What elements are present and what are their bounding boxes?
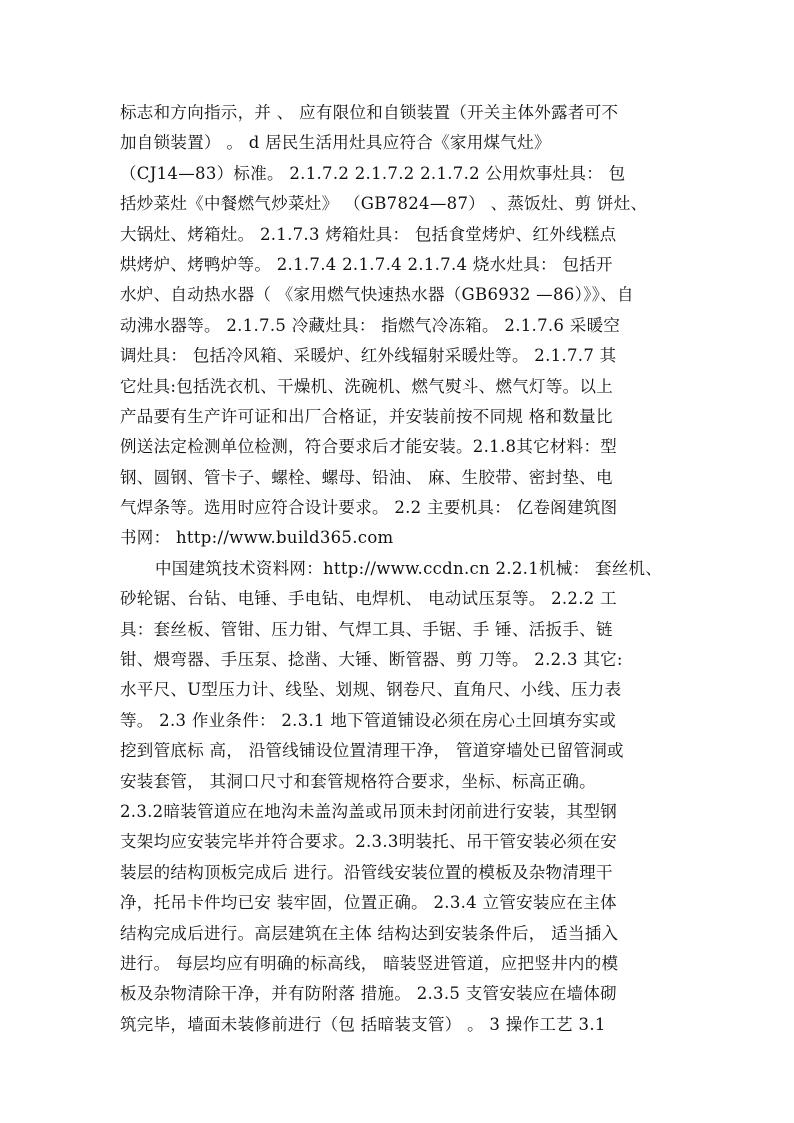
text-line: 动沸水器等。 2.1.7.5 冷藏灶具： 指燃气冷冻箱。 2.1.7.6 采暖空 (120, 315, 621, 335)
text-line: 2.3.2暗装管道应在地沟未盖沟盖或吊顶未封闭前进行安装，其型钢 (120, 801, 618, 821)
text-line: 具：套丝板、管钳、压力钳、气焊工具、手锯、手 锤、活扳手、链 (120, 619, 613, 639)
text-line: 安装套管， 其洞口尺寸和套管规格符合要求，坐标、标高正确。 (120, 771, 596, 791)
text-line: （CJ14—83）标准。 2.1.7.2 2.1.7.2 2.1.7.2 公用炊事灶具： 包 (120, 163, 626, 183)
text-line: 烘烤炉、烤鸭炉等。 2.1.7.4 2.1.7.4 2.1.7.4 烧水灶具： 包括开 (120, 254, 613, 274)
text-line: 净，托吊卡件均已安 装牢固，位置正确。 2.3.4 立管安装应在主体 (120, 893, 617, 913)
text-line: 它灶具:包括洗衣机、干燥机、洗碗机、燃气熨斗、燃气灯等。以上 (120, 376, 614, 396)
text-line: 结构完成后进行。高层建筑在主体 结构达到安装条件后， 适当插入 (120, 923, 619, 943)
text-line: 水平尺、U型压力计、线坠、划规、钢卷尺、直角尺、小线、压力表 (120, 680, 622, 700)
text-line: 书网： http://www.build365.com (120, 528, 394, 548)
text-line: 装层的结构顶板完成后 进行。沿管线安装位置的模板及杂物清理干 (120, 862, 613, 882)
text-line: 钢、圆钢、管卡子、螺栓、螺母、铅油、 麻、生胶带、密封垫、电 (120, 467, 613, 487)
text-line: 水炉、自动热水器（ 《家用燃气快速热水器（GB6932 —86）》》、自 (120, 285, 634, 305)
text-line: 进行。 每层均应有明确的标高线， 暗装竖进管道，应把竖井内的模 (120, 953, 619, 973)
text-line: 例送法定检测单位检测，符合要求后才能安装。2.1.8其它材料：型 (120, 437, 618, 457)
text-line: 标志和方向指示，并 、 应有限位和自锁装置（开关主体外露者可不 (120, 103, 619, 122)
text-line: 支架均应安装完毕并符合要求。2.3.3明装托、吊干管安装必须在安 (120, 832, 618, 852)
text-line: 气焊条等。选用时应符合设计要求。 2.2 主要机具： 亿卷阁建筑图 (120, 498, 618, 518)
text-line: 挖到管底标 高， 沿管线铺设位置清理干净， 管道穿墙处已留管洞或 (120, 741, 624, 761)
text-line: 等。 2.3 作业条件： 2.3.1 地下管道铺设必须在房心土回填夯实或 (120, 710, 617, 730)
body-text (120, 98, 685, 1040)
text-line: 砂轮锯、台钻、电锤、手电钻、电焊机、 电动试压泵等。 2.2.2 工 (120, 589, 617, 609)
text-line: 板及杂物清除干净，并有防附落 措施。 2.3.5 支管安装应在墙体砌 (120, 984, 617, 1004)
text-line: 钳、煨弯器、手压泵、捻凿、大锤、断管器、剪 刀等。 2.2.3 其它: (120, 650, 623, 670)
text-line: 括炒菜灶《中餐燃气炒菜灶》 （GB7824—87） 、蒸饭灶、剪 饼灶、 (120, 194, 648, 214)
text-line: 加自锁装置） 。 d 居民生活用灶具应符合《家用煤气灶》 (120, 133, 551, 153)
text-line: 大锅灶、烤箱灶。 2.1.7.3 烤箱灶具： 包括食堂烤炉、红外线糕点 (120, 224, 617, 244)
text-line: 筑完毕，墙面未装修前进行（包 括暗装支管） 。 3 操作工艺 3.1 (120, 1014, 606, 1034)
text-line: 中国建筑技术资料网：http://www.ccdn.cn 2.2.1机械： 套丝机、 (155, 558, 663, 578)
text-line: 产品要有生产许可证和出厂合格证，并安装前按不同规 格和数量比 (120, 406, 613, 426)
text-line: 调灶具： 包括冷风箱、采暖炉、红外线辐射采暖灶等。 2.1.7.7 其 (120, 346, 617, 366)
